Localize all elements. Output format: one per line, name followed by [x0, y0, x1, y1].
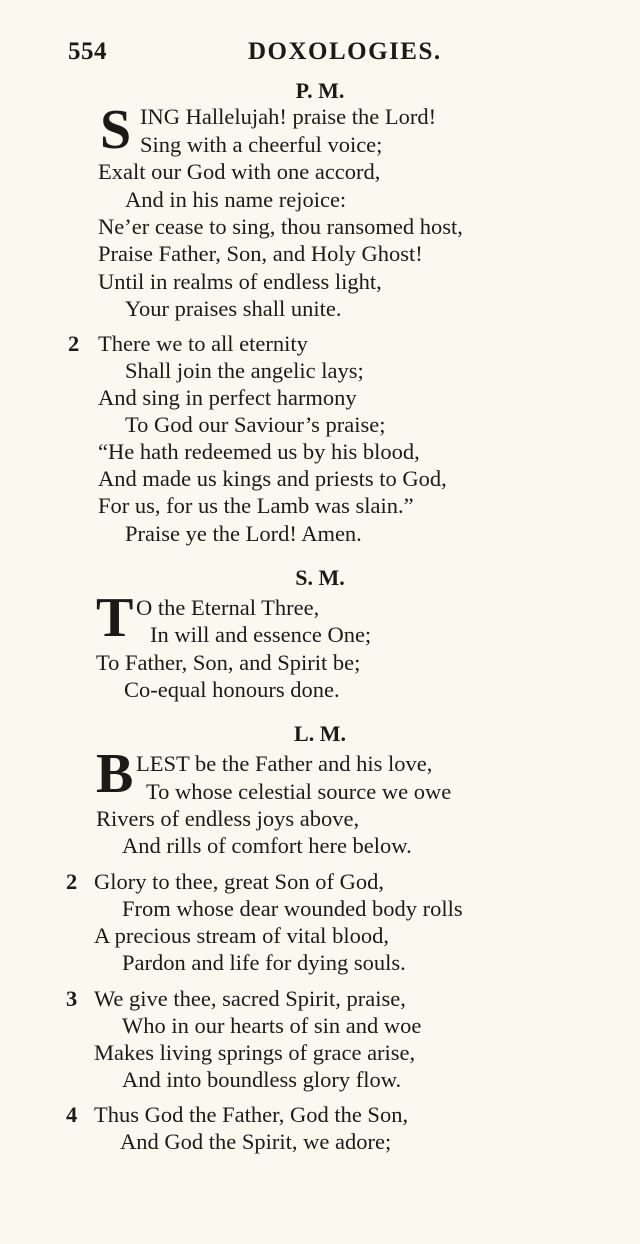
- running-title: DOXOLOGIES.: [248, 38, 442, 65]
- verse-line: Your praises shall unite.: [125, 296, 342, 321]
- verse-line: To whose celestial source we owe: [146, 779, 452, 804]
- stanza-number: 4: [66, 1102, 78, 1127]
- verse-line: In will and essence One;: [150, 622, 372, 647]
- verse-line: Praise ye the Lord! Amen.: [125, 521, 362, 546]
- verse-line: And made us kings and priests to God,: [98, 466, 447, 491]
- verse-line: A precious stream of vital blood,: [94, 923, 389, 948]
- verse-line: O the Eternal Three,: [136, 595, 320, 620]
- verse-line: Exalt our God with one accord,: [98, 159, 381, 184]
- verse-line: And in his name rejoice:: [125, 187, 347, 212]
- stanza-number: 2: [68, 331, 80, 356]
- verse-line: For us, for us the Lamb was slain.”: [98, 493, 414, 518]
- verse-line: To God our Saviour’s praise;: [125, 412, 386, 437]
- verse-line: Pardon and life for dying souls.: [122, 950, 406, 975]
- verse-line: Praise Father, Son, and Holy Ghost!: [98, 241, 423, 266]
- verse-line: Sing with a cheerful voice;: [140, 132, 383, 157]
- verse-line: There we to all eternity: [98, 331, 308, 356]
- verse-line: Makes living springs of grace arise,: [94, 1040, 416, 1065]
- verse-line: Co-equal honours done.: [124, 677, 340, 702]
- verse-line: LEST be the Father and his love,: [136, 751, 433, 776]
- meter-heading-lm: L. M.: [294, 721, 346, 746]
- page-number: 554: [68, 38, 107, 65]
- stanza-number: 2: [66, 869, 78, 894]
- page-header: [0, 38, 640, 70]
- meter-heading-sm: S. M.: [295, 565, 345, 590]
- verse-line: Shall join the angelic lays;: [125, 358, 364, 383]
- verse-line: Glory to thee, great Son of God,: [94, 869, 384, 894]
- verse-line: And rills of comfort here below.: [122, 833, 412, 858]
- drop-cap: T: [96, 587, 134, 649]
- verse-line: “He hath redeemed us by his blood,: [98, 439, 420, 464]
- verse-line: And into boundless glory flow.: [122, 1067, 402, 1092]
- drop-cap: S: [100, 99, 132, 161]
- meter-heading-pm: P. M.: [295, 78, 345, 103]
- verse-line: Until in realms of endless light,: [98, 269, 382, 294]
- drop-cap: B: [96, 743, 134, 805]
- verse-line: And sing in perfect harmony: [98, 385, 357, 410]
- verse-line: ING Hallelujah! praise the Lord!: [140, 104, 437, 129]
- verse-line: To Father, Son, and Spirit be;: [96, 650, 361, 675]
- verse-line: From whose dear wounded body rolls: [122, 896, 463, 921]
- verse-line: We give thee, sacred Spirit, praise,: [94, 986, 406, 1011]
- stanza-number: 3: [66, 986, 78, 1011]
- verse-line: Ne’er cease to sing, thou ransomed host,: [98, 214, 463, 239]
- verse-line: Rivers of endless joys above,: [96, 806, 360, 831]
- verse-line: Thus God the Father, God the Son,: [94, 1102, 409, 1127]
- verse-line: And God the Spirit, we adore;: [120, 1129, 392, 1154]
- verse-line: Who in our hearts of sin and woe: [122, 1013, 422, 1038]
